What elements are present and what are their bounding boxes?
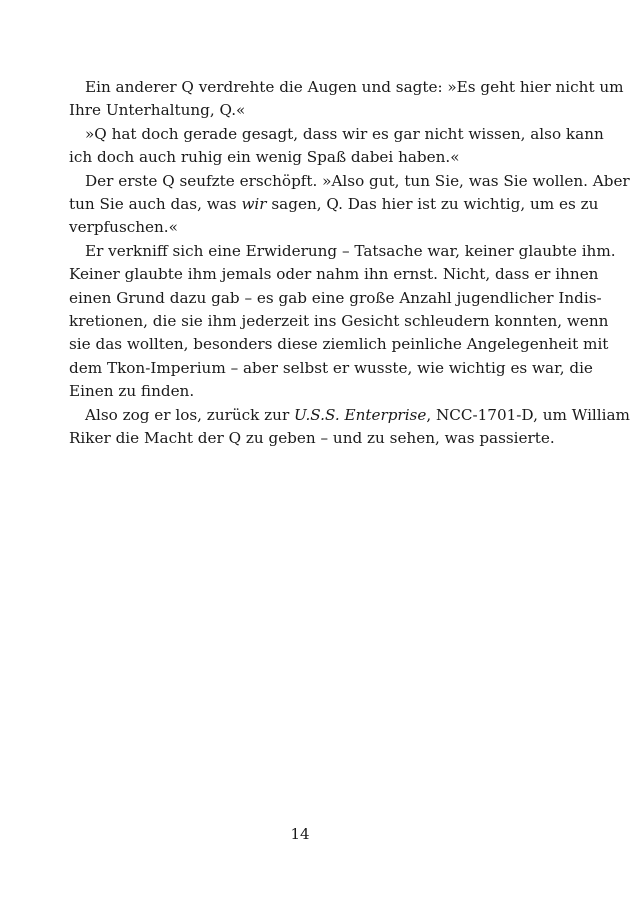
- text-line: Keiner glaubte ihm jemals oder nahm ihn ernst. Nicht, dass er ihnen: [69, 265, 599, 284]
- text-line: [69, 193, 599, 216]
- emphasis: wir: [241, 195, 267, 214]
- text-span: sagen, Q. Das hier ist zu wichtig, um es zu: [266, 195, 599, 214]
- page-number: 14: [290, 825, 310, 843]
- text-line: Ihre Unterhaltung, Q.«: [69, 101, 246, 120]
- emphasis: U.S.S. Enterprise: [294, 405, 427, 424]
- text-span: Also zog er los, zurück zur: [85, 405, 295, 424]
- text-line: einen Grund dazu gab – es gab eine große Anzahl jugendlicher Indis-: [69, 288, 602, 307]
- body-text: [69, 76, 630, 451]
- text-line: Er verkniff sich eine Erwiderung – Tatsache war, keiner glaubte ihm.: [85, 241, 616, 260]
- text-line: Einen zu finden.: [69, 382, 195, 401]
- text-line: Riker die Macht der Q zu geben – und zu sehen, was passierte.: [69, 429, 555, 448]
- text-line: sie das wollten, besonders diese ziemlich peinliche Angelegenheit mit: [69, 335, 609, 354]
- text-line: »Q hat doch gerade gesagt, dass wir es gar nicht wissen, also kann: [85, 124, 604, 143]
- text-line: [69, 404, 630, 427]
- text-span: tun Sie auch das, was: [69, 195, 242, 214]
- text-span: , NCC-1701-D, um William: [426, 405, 630, 424]
- text-line: dem Tkon-Imperium – aber selbst er wusste, wie wichtig es war, die: [69, 358, 593, 377]
- text-line: verpfuschen.«: [69, 218, 178, 237]
- text-line: Ein anderer Q verdrehte die Augen und sagte: »Es geht hier nicht um: [85, 78, 624, 96]
- text-line: kretionen, die sie ihm jederzeit ins Gesicht schleudern konnten, wenn: [69, 312, 609, 331]
- text-line: ich doch auch ruhig ein wenig Spaß dabei haben.«: [69, 148, 460, 167]
- text-line: Der erste Q seufzte erschöpft. »Also gut, tun Sie, was Sie wollen. Aber: [85, 171, 630, 190]
